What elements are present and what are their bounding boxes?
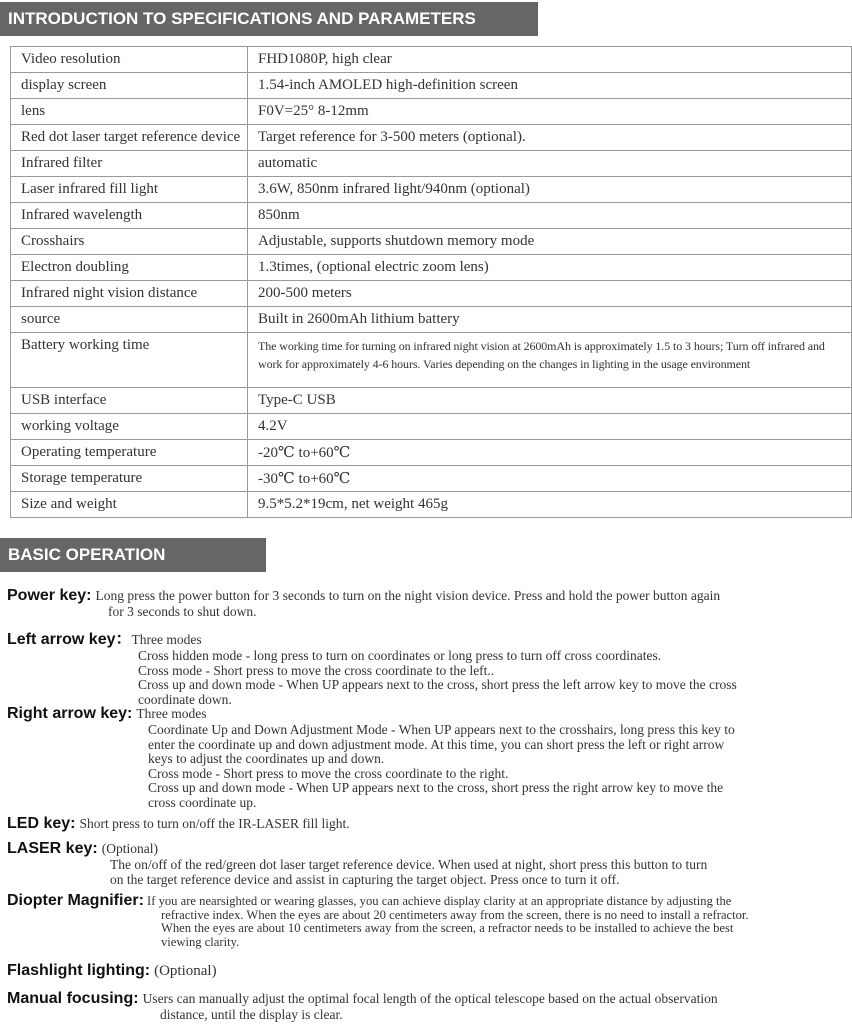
spec-label: Video resolution [11, 47, 248, 73]
spec-row [11, 333, 852, 388]
manual-focus-entry [7, 990, 842, 1023]
laser-key-line: on the target reference device and assist in capturing the target object. Press once to turn it off. [110, 871, 620, 887]
left-arrow-key-entry [7, 626, 842, 707]
spec-value: F0V=25° 8-12mm [248, 99, 852, 125]
power-key-text-2: for 3 seconds to shut down. [108, 604, 257, 619]
spec-row [11, 414, 852, 440]
spec-value: 9.5*5.2*19cm, net weight 465g [248, 492, 852, 518]
spec-value: 850nm [248, 203, 852, 229]
right-arrow-intro: Three modes [136, 706, 207, 721]
flashlight-text: (Optional) [154, 963, 217, 979]
left-arrow-intro: Three modes [131, 632, 202, 647]
spec-row [11, 255, 852, 281]
laser-key-entry [7, 840, 842, 887]
diopter-label: Diopter Magnifier: [7, 892, 144, 909]
right-arrow-line: enter the coordinate up and down adjustment mode. At this time, you can short press the left or right arrow [148, 736, 725, 752]
spec-row [11, 151, 852, 177]
diopter-entry [7, 894, 842, 949]
spec-label: Battery working time [11, 333, 248, 388]
spec-section-title: INTRODUCTION TO SPECIFICATIONS AND PARAMETERS [0, 2, 538, 36]
left-arrow-key-label: Left arrow key： [7, 631, 132, 648]
spec-row [11, 47, 852, 73]
left-arrow-line: coordinate down. [138, 691, 232, 707]
spec-row [11, 125, 852, 151]
spec-row [11, 281, 852, 307]
spec-label: Electron doubling [11, 255, 248, 281]
operation-section-title: BASIC OPERATION [0, 538, 266, 572]
laser-key-intro: (Optional) [101, 841, 158, 856]
spec-value: Adjustable, supports shutdown memory mode [248, 229, 852, 255]
spec-row [11, 388, 852, 414]
spec-label: Infrared filter [11, 151, 248, 177]
spec-value: automatic [248, 151, 852, 177]
spec-label: working voltage [11, 414, 248, 440]
diopter-line: viewing clarity. [161, 934, 240, 949]
manual-focus-line: distance, until the display is clear. [160, 1007, 343, 1022]
spec-row [11, 492, 852, 518]
right-arrow-key-entry [7, 705, 842, 810]
spec-label: source [11, 307, 248, 333]
spec-row [11, 73, 852, 99]
right-arrow-line: Cross up and down mode - When UP appears next to the cross, short press the right arrow key to move the [148, 780, 724, 795]
spec-label: display screen [11, 73, 248, 99]
led-key-label: LED key: [7, 815, 76, 832]
left-arrow-line: Cross up and down mode - When UP appears next to the cross, short press the left arrow key to move the cross [138, 677, 737, 692]
laser-key-label: LASER key: [7, 840, 98, 857]
right-arrow-line: Coordinate Up and Down Adjustment Mode - When UP appears next to the crosshairs, long press this key to [148, 722, 735, 737]
spec-row [11, 307, 852, 333]
spec-value: Type-C USB [248, 388, 852, 414]
spec-label: Infrared night vision distance [11, 281, 248, 307]
spec-value: 200-500 meters [248, 281, 852, 307]
manual-focus-label: Manual focusing: [7, 990, 139, 1007]
spec-row [11, 229, 852, 255]
spec-label: Crosshairs [11, 229, 248, 255]
power-key-label: Power key: [7, 587, 92, 604]
spec-value: 1.54-inch AMOLED high-definition screen [248, 73, 852, 99]
left-arrow-line: Cross mode - Short press to move the cross coordinate to the left.. [138, 662, 495, 678]
spec-row [11, 203, 852, 229]
flashlight-entry [7, 962, 842, 980]
spec-value: 3.6W, 850nm infrared light/940nm (optional) [248, 177, 852, 203]
spec-value: Built in 2600mAh lithium battery [248, 307, 852, 333]
spec-value: -20℃ to+60℃ [248, 440, 852, 466]
diopter-line: If you are nearsighted or wearing glasses, you can achieve display clarity at an appropriate distance by adjusting the [147, 894, 732, 908]
right-arrow-line: keys to adjust the coordinates up and down. [148, 751, 385, 766]
led-key-entry [7, 815, 842, 833]
right-arrow-line: cross coordinate up. [148, 794, 257, 810]
spec-label: lens [11, 99, 248, 125]
spec-label: Infrared wavelength [11, 203, 248, 229]
spec-value: The working time for turning on infrared night vision at 2600mAh is approximately 1.5 to 3 hours; Turn off infrared and work for approximately 4-6 hours. Varies depending on the changes in lighting in the usage environment [248, 333, 852, 388]
spec-label: USB interface [11, 388, 248, 414]
diopter-line: refractive index. When the eyes are about 20 centimeters away from the screen, there is no need to install a refractor. [161, 907, 749, 922]
laser-key-line: The on/off of the red/green dot laser target reference device. When used at night, short press this button to turn [110, 857, 708, 872]
spec-value: 4.2V [248, 414, 852, 440]
right-arrow-key-label: Right arrow key: [7, 705, 133, 722]
spec-label: Laser infrared fill light [11, 177, 248, 203]
spec-value: -30℃ to+60℃ [248, 466, 852, 492]
power-key-text: Long press the power button for 3 seconds to turn on the night vision device. Press and hold the power button again [95, 588, 721, 603]
spec-value: 1.3times, (optional electric zoom lens) [248, 255, 852, 281]
spec-label: Operating temperature [11, 440, 248, 466]
left-arrow-line: Cross hidden mode - long press to turn on coordinates or long press to turn off cross coordinates. [138, 648, 662, 663]
flashlight-label: Flashlight lighting: [7, 962, 151, 979]
spec-label: Size and weight [11, 492, 248, 518]
right-arrow-line: Cross mode - Short press to move the cross coordinate to the right. [148, 765, 509, 781]
spec-row [11, 177, 852, 203]
led-key-text: Short press to turn on/off the IR-LASER fill light. [79, 816, 350, 831]
spec-label: Red dot laser target reference device [11, 125, 248, 151]
manual-focus-line: Users can manually adjust the optimal focal length of the optical telescope based on the actual observation [142, 991, 718, 1006]
spec-label: Storage temperature [11, 466, 248, 492]
power-key-entry [7, 587, 842, 620]
spec-value: FHD1080P, high clear [248, 47, 852, 73]
spec-row [11, 99, 852, 125]
diopter-line: When the eyes are about 10 centimeters away from the screen, a refractor needs to be installed to achieve the best [161, 921, 734, 935]
spec-row [11, 466, 852, 492]
spec-table [10, 46, 852, 518]
spec-value: Target reference for 3-500 meters (optional). [248, 125, 852, 151]
spec-row [11, 440, 852, 466]
